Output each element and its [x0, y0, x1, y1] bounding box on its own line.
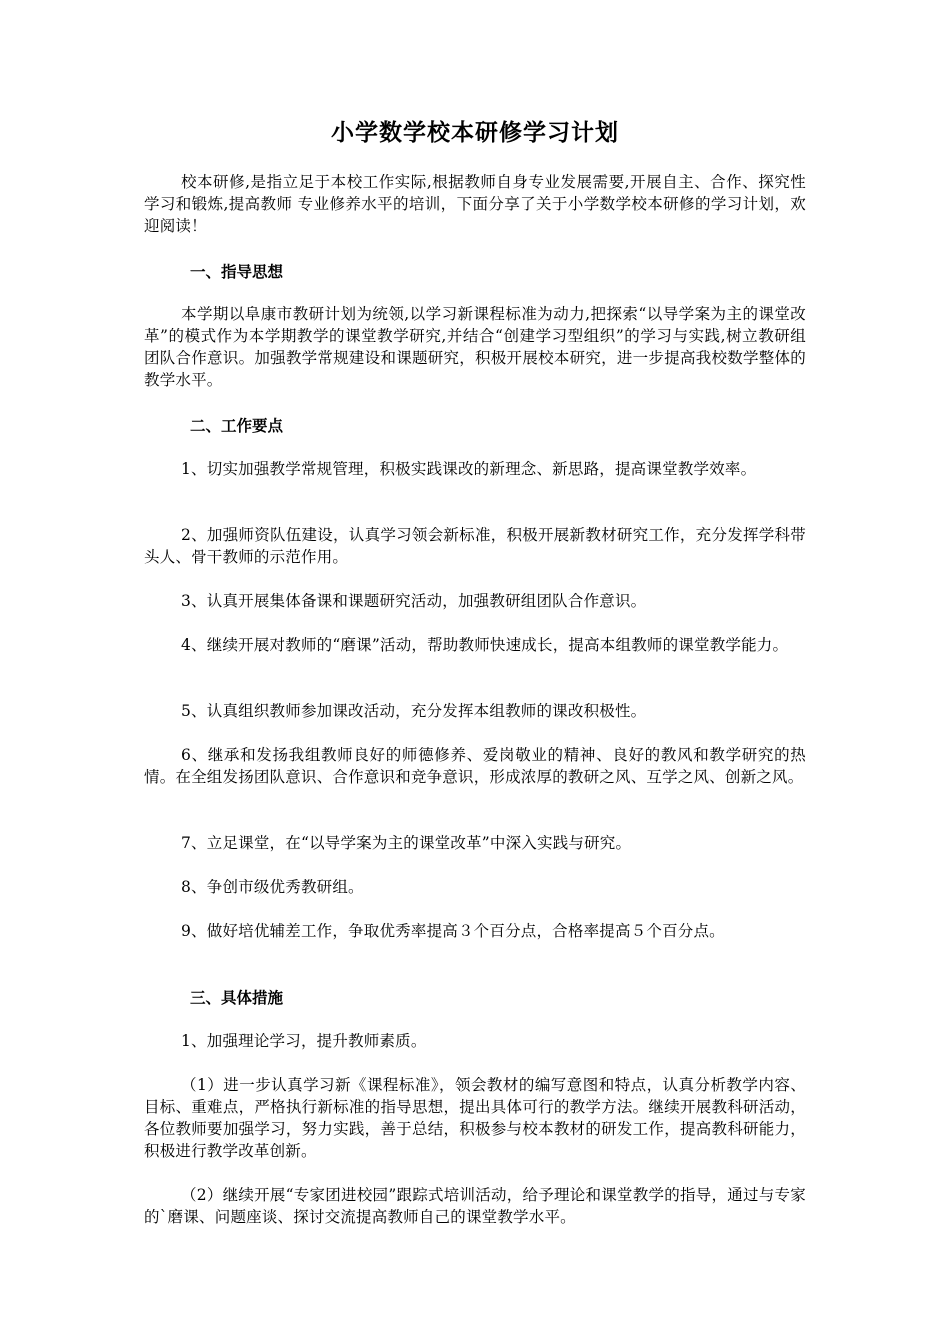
- work-point-item: 3、认真开展集体备课和课题研究活动，加强教研组团队合作意识。: [181, 592, 647, 610]
- section-heading-guiding-thought: 一、指导思想: [190, 263, 284, 281]
- work-point-item: 6、继承和发扬我组教师良好的师德修养、爱岗敬业的精神、良好的教风和教学研究的热情。在全组发扬团队意识、合作意识和竞争意识，形成浓厚的教研之风、互学之风、创新之风。: [144, 746, 806, 786]
- measure-item: （1）进一步认真学习新《课程标准》，领会教材的编写意图和特点，认真分析教学内容、目标、重难点，严格执行新标准的指导思想，提出具体可行的教学方法。继续开展教科研活动，各位教师要加强学习，努力实践，善于总结，积极参与校本教材的研发工作，提高教科研能力，积极进行教学改革创新。: [144, 1076, 806, 1160]
- guiding-thought-paragraph: 本学期以阜康市教研计划为统领,以学习新课程标准为动力,把探索“以导学案为主的课堂改革”的模式作为本学期教学的课堂教学研究,并结合“创建学习型组织”的学习与实践,树立教研组团队合作意识。加强教学常规建设和课题研究，积极开展校本研究，进一步提高我校数学整体的教学水平。: [144, 305, 806, 389]
- work-point-item: 1、切实加强教学常规管理，积极实践课改的新理念、新思路，提高课堂教学效率。: [181, 460, 757, 478]
- section-heading-measures: 三、具体措施: [190, 989, 284, 1007]
- intro-paragraph: 校本研修,是指立足于本校工作实际,根据教师自身专业发展需要,开展自主、合作、探究性学习和锻炼,提高教师 专业修养水平的培训，下面分享了关于小学数学校本研修的学习计划，欢迎阅读！: [144, 173, 806, 235]
- document-title: 小学数学校本研修学习计划: [331, 119, 619, 146]
- measure-item: 1、加强理论学习，提升教师素质。: [181, 1032, 427, 1050]
- work-point-item: 7、立足课堂，在“以导学案为主的课堂改革”中深入实践与研究。: [181, 834, 632, 852]
- section-heading-work-points: 二、工作要点: [190, 417, 284, 435]
- work-point-item: 5、认真组织教师参加课改活动，充分发挥本组教师的课改积极性。: [181, 702, 647, 720]
- measure-item: （2）继续开展“专家团进校园”跟踪式培训活动，给予理论和课堂教学的指导，通过与专家的`磨课、问题座谈、探讨交流提高教师自己的课堂教学水平。: [144, 1186, 806, 1226]
- work-point-item: 8、争创市级优秀教研组。: [181, 878, 364, 896]
- work-point-item: 4、继续开展对教师的“磨课”活动，帮助教师快速成长，提高本组教师的课堂教学能力。: [181, 636, 789, 654]
- work-point-item: 2、加强师资队伍建设，认真学习领会新标准，积极开展新教材研究工作，充分发挥学科带头人、骨干教师的示范作用。: [144, 526, 806, 566]
- work-point-item: 9、做好培优辅差工作，争取优秀率提高３个百分点，合格率提高５个百分点。: [181, 922, 725, 940]
